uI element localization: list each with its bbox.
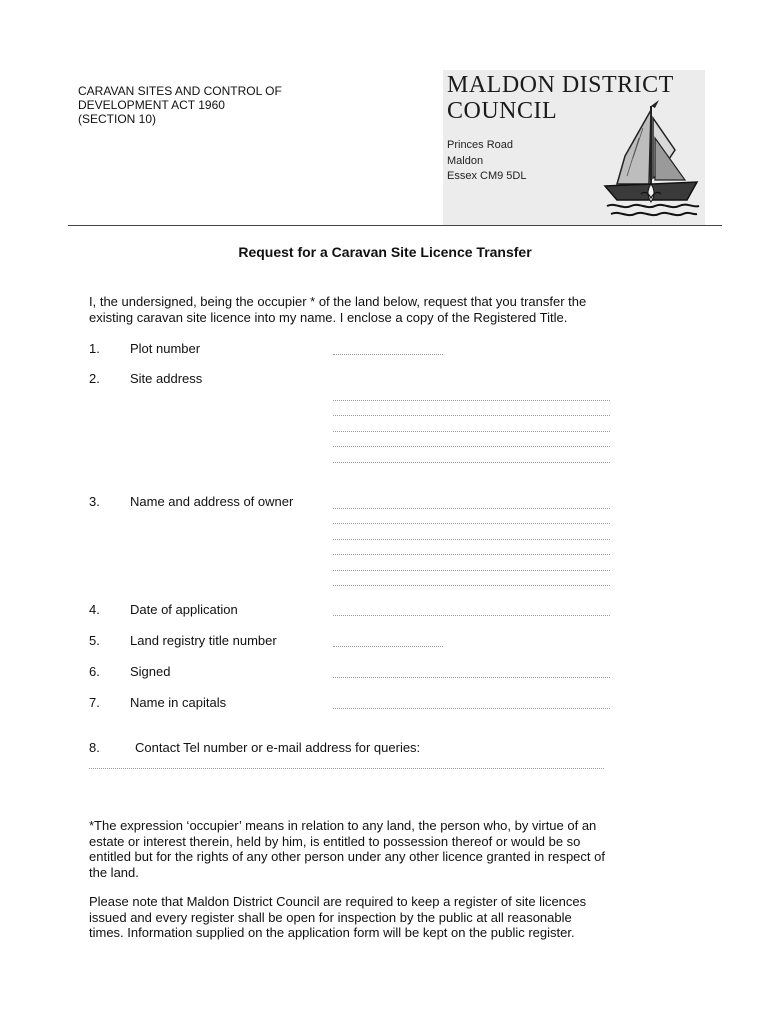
owner-field-line[interactable] [333,523,610,524]
item-number: 2. [89,371,100,386]
intro-paragraph [89,294,689,326]
item-number: 3. [89,494,100,509]
sailing-barge-crest-icon [603,98,703,222]
notice-line: issued and every register shall be open for inspection by the public at all reasonable [89,909,572,925]
site-address-field-line[interactable] [333,446,610,447]
owner-field-line[interactable] [333,585,610,586]
item-label: Date of application [130,602,238,617]
address-line: Essex CM9 5DL [447,170,527,182]
address-line: Princes Road [447,139,514,151]
owner-field-line[interactable] [333,554,610,555]
header-divider [68,225,722,226]
item-label: Contact Tel number or e-mail address for queries: [135,740,421,755]
intro-line: existing caravan site licence into my name. I enclose a copy of the Registered Title. [89,310,568,325]
item-number: 5. [89,633,100,648]
act-line: (SECTION 10) [78,112,157,126]
council-name-line: MALDON DISTRICT [447,72,674,98]
council-name-line: COUNCIL [447,98,558,124]
item-label: Name and address of owner [130,494,294,509]
definition-line: entitled but for the rights of any other person under any other licence granted in respect of [89,849,605,864]
item-number: 1. [89,341,100,356]
item-label: Land registry title number [130,633,277,648]
item-label: Signed [130,664,171,679]
act-line: DEVELOPMENT ACT 1960 [78,98,225,112]
owner-field-line[interactable] [333,570,610,571]
site-address-field-line[interactable] [333,415,610,416]
item-label: Name in capitals [130,695,227,710]
council-address [447,138,526,185]
site-address-field-line[interactable] [333,431,610,432]
site-address-field-line[interactable] [333,462,610,463]
register-notice [89,894,669,941]
address-line: Maldon [447,154,484,167]
act-reference [78,84,282,126]
date-field[interactable] [333,615,610,616]
definition-line: the land. [89,864,139,880]
contact-field[interactable] [89,768,604,769]
form-title: Request for a Caravan Site Licence Transfer [238,244,532,260]
name-capitals-field[interactable] [333,708,610,709]
plot-number-field[interactable] [333,354,443,355]
signature-field[interactable] [333,677,610,678]
item-label: Plot number [130,341,201,356]
title-number-field[interactable] [333,646,443,647]
site-address-field-line[interactable] [333,400,610,401]
intro-line: I, the undersigned, being the occupier * of the land below, request that you transfer the [89,294,587,309]
item-number: 8. [89,740,100,755]
notice-line: times. Information supplied on the application form will be kept on the public register. [89,925,575,940]
item-label: Site address [130,371,203,386]
item-number: 4. [89,602,100,617]
notice-line: Please note that Maldon District Council are required to keep a register of site licences [89,894,587,909]
occupier-definition [89,818,669,880]
council-logo-block [443,70,705,225]
act-line: CARAVAN SITES AND CONTROL OF [78,84,282,98]
item-number: 7. [89,695,100,710]
item-number: 6. [89,664,100,679]
owner-field-line[interactable] [333,539,610,540]
definition-line: *The expression ‘occupier’ means in relation to any land, the person who, by virtue of an [89,818,597,833]
definition-line: estate or interest therein, held by him, is entitled to possession thereof or would be so [89,833,581,849]
owner-field-line[interactable] [333,508,610,509]
